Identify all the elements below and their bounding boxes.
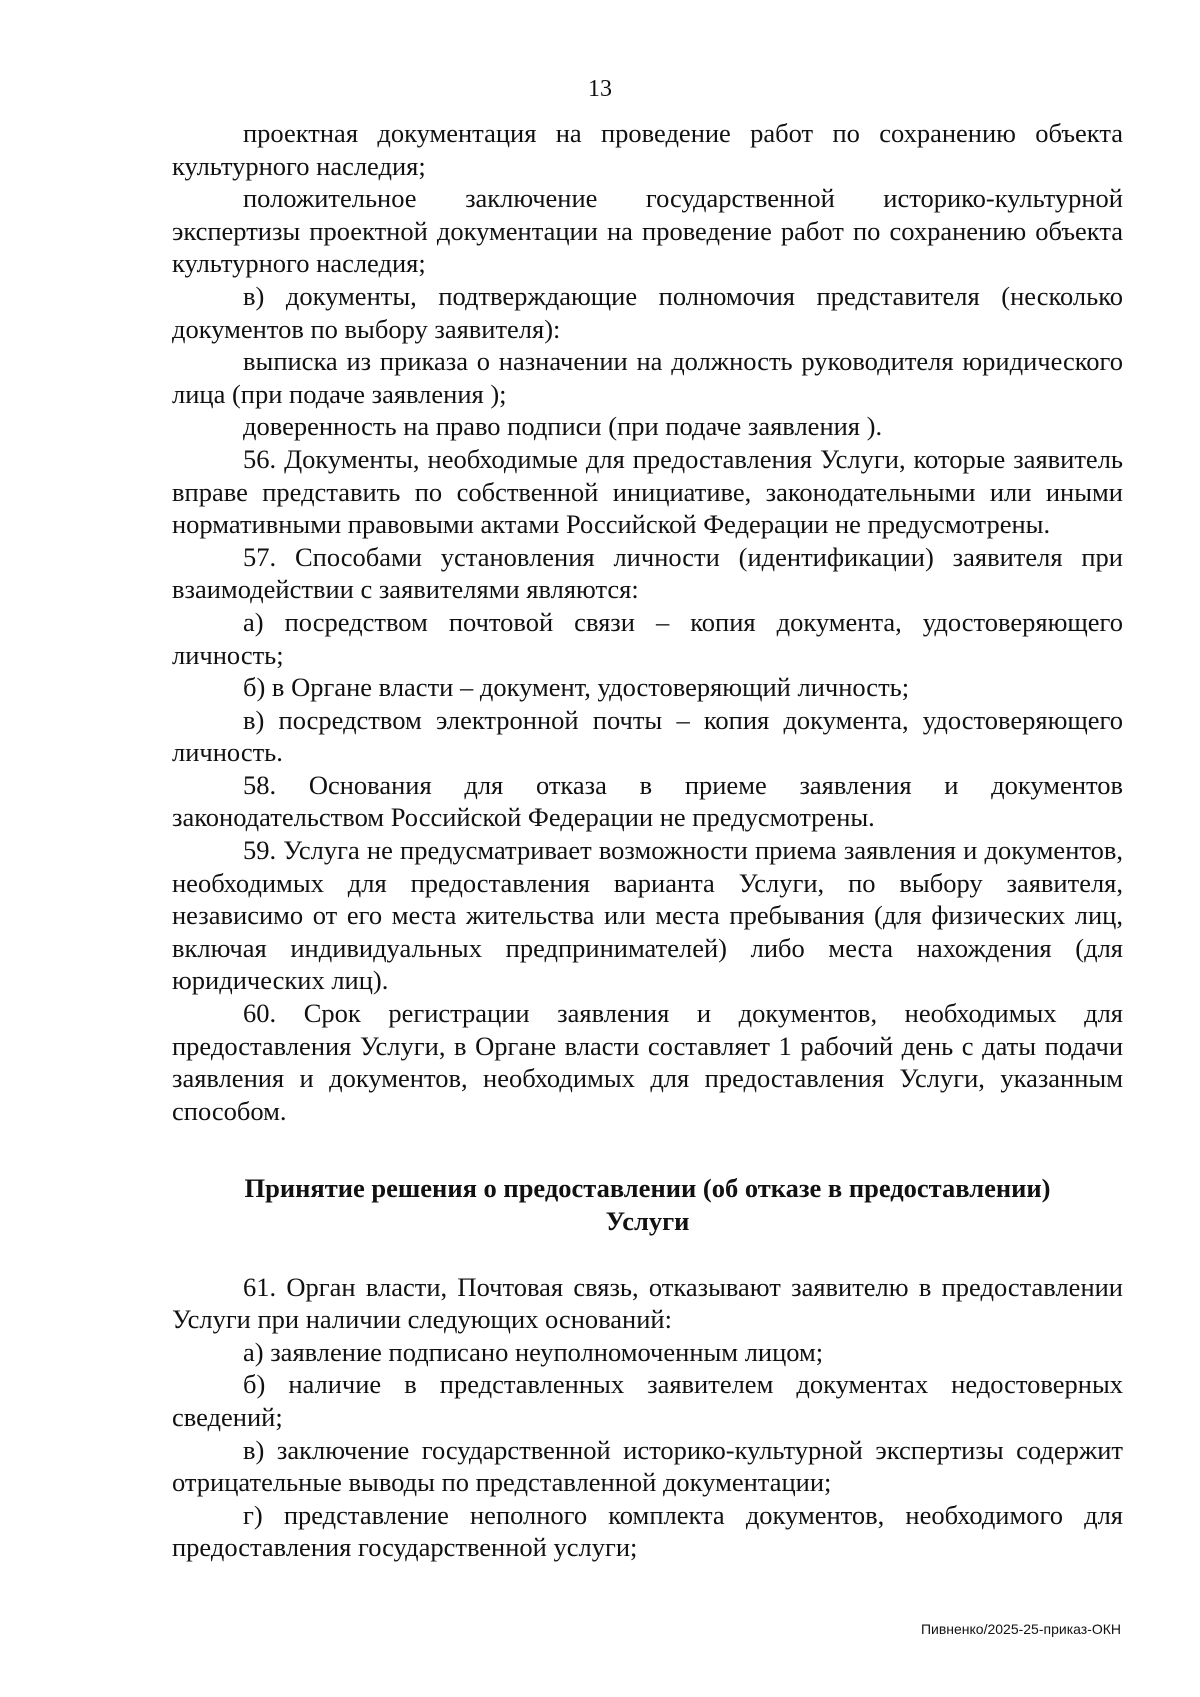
section-heading-line: Принятие решения о предоставлении (об отказе в предоставлении) [244,1173,1051,1204]
paragraph: проектная документация на проведение работ по сохранению объекта культурного наследия; [172,118,1123,181]
paragraph: г) представление неполного комплекта документов, необходимого для предоставления государственной услуги; [172,1499,1123,1563]
paragraph-58: 58. Основания для отказа в приеме заявления и документов законодательством Российской Федерации не предусмотрены. [172,769,1123,833]
section-heading [172,1172,1123,1237]
section-heading-line: Услуги [605,1206,690,1236]
paragraph-60: 60. Срок регистрации заявления и документов, необходимых для предоставления Услуги, в Органе власти составляет 1 рабочий день с даты подачи заявления и документов, необходимых для предоставления Услуги, указанным способом. [172,998,1123,1126]
paragraph: б) наличие в представленных заявителем документах недостоверных сведений; [172,1369,1123,1432]
paragraph-59: 59. Услуга не предусматривает возможности приема заявления и документов, необходимых для предоставления варианта Услуги, по выбору заявителя, независимо от его места жительства или места пребывания (для физических лиц, включая индивидуальных предпринимателей) либо места нахождения (для юридических лиц). [172,835,1123,996]
paragraph: а) заявление подписано неуполномоченным лицом; [243,1336,824,1367]
paragraph-61: 61. Орган власти, Почтовая связь, отказывают заявителю в предоставлении Услуги при наличии следующих оснований: [172,1271,1123,1335]
page-number: 13 [588,76,612,102]
paragraph: в) заключение государственной историко-культурной экспертизы содержит отрицательные выводы по представленной документации; [172,1434,1123,1498]
paragraph: б) в Органе власти – документ, удостоверяющий личность; [243,672,910,703]
document-body [172,117,1123,1564]
paragraph: в) документы, подтверждающие полномочия представителя (несколько документов по выбору заявителя): [172,280,1123,344]
paragraph: выписка из приказа о назначении на должность руководителя юридического лица (при подаче заявления ); [172,346,1123,409]
paragraph-57: 57. Способами установления личности (идентификации) заявителя при взаимодействии с заявителями являются: [172,541,1123,605]
paragraph-56: 56. Документы, необходимые для предоставления Услуги, которые заявитель вправе представить по собственной инициативе, законодательными или иными нормативными правовыми актами Российской Федерации не предусмотрены. [172,443,1123,540]
paragraph: доверенность на право подписи (при подаче заявления ). [243,411,883,442]
paragraph: положительное заключение государственной историко-культурной экспертизы проектной документации на проведение работ по сохранению объекта культурного наследия; [172,183,1123,279]
paragraph: а) посредством почтовой связи – копия документа, удостоверяющего личность; [172,606,1123,670]
footer-document-code: Пивненко/2025-25-приказ-ОКН [920,1621,1121,1637]
paragraph: в) посредством электронной почты – копия документа, удостоверяющего личность. [172,704,1123,768]
